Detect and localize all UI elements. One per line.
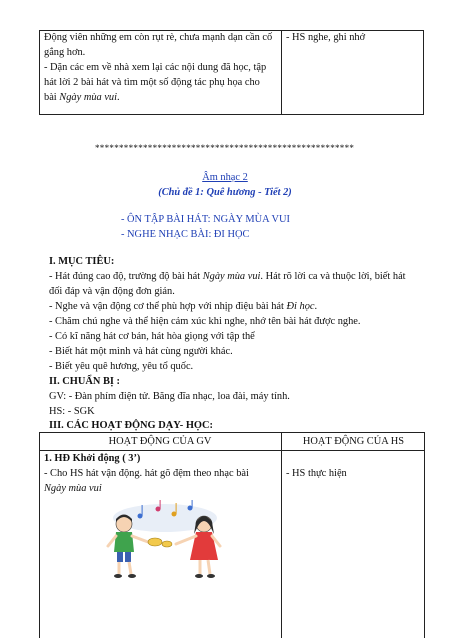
col-header-gv: HOẠT ĐỘNG CỦA GV [108, 436, 212, 447]
row1-gv-line-1: - Cho HS hát vận động. hát gõ đệm theo nhạc bài [44, 468, 249, 479]
row1-gv-song: Ngày mùa vui [44, 483, 102, 494]
objective-line-1: - Hát đúng cao độ, trường độ bài hát Ngày mùa vui. Hát rõ lời ca và thuộc lời, biết hát [49, 271, 406, 282]
objective-line-4: - Chăm chú nghe và thể hiện cảm xúc khi nghe, nhớ tên bài hát được nghe. [49, 316, 361, 327]
objective-line-5: - Có kĩ năng hát cơ bản, hát hòa giọng với tập thể [49, 331, 255, 342]
children-singing-illustration [100, 500, 230, 582]
lesson-subtitle: (Chủ đề 1: Quê hương - Tiết 2) [158, 187, 292, 198]
top-left-line-4: hát lời 2 bài hát và tìm một số động tác phụ họa cho [44, 77, 260, 88]
prep-gv: GV: - Đàn phím điện tử. Băng đĩa nhạc, loa đài, máy tính. [49, 391, 290, 402]
objective-line-2: đối đáp và vận động đơn giản. [49, 286, 175, 297]
separator-stars: ****************************************************** [95, 143, 355, 153]
col-header-hs: HOẠT ĐỘNG CỦA HS [302, 436, 405, 447]
objective-line-3: - Nghe và vận động cơ thể phù hợp với nhịp điệu bài hát Đi học. [49, 301, 318, 312]
activities-heading: III. CÁC HOẠT ĐỘNG DẠY- HỌC: [49, 420, 213, 431]
objective-line-6: - Biết hát một mình và hát cùng người khác. [49, 346, 233, 357]
lesson-title: Âm nhạc 2 [202, 172, 248, 183]
table-divider [281, 432, 282, 638]
objective-line-7: - Biết yêu quê hương, yêu tổ quốc. [49, 361, 194, 372]
lesson-item-1: - ÔN TẬP BÀI HÁT: NGÀY MÙA VUI [121, 214, 290, 225]
table-divider [281, 30, 282, 115]
objectives-heading: I. MỤC TIÊU: [49, 256, 115, 267]
lesson-item-2: - NGHE NHẠC BÀI: ĐI HỌC [121, 229, 250, 240]
row1-title: 1. HĐ Khởi động ( 3’) [44, 453, 141, 464]
prep-hs: HS: - SGK [49, 406, 95, 417]
top-left-line-5: bài Ngày mùa vui. [44, 92, 120, 103]
top-left-line-2: gắng hơn. [44, 47, 86, 58]
prep-heading: II. CHUẨN BỊ : [49, 376, 121, 387]
top-left-line-3: - Dặn các em về nhà xem lại các nội dung đã học, tập [44, 62, 267, 73]
row1-hs: - HS thực hiện [286, 468, 347, 479]
top-right-cell: - HS nghe, ghi nhớ [286, 32, 366, 43]
top-left-line-1: Động viên những em còn rụt rè, chưa mạnh dạn cần cố [44, 32, 273, 43]
